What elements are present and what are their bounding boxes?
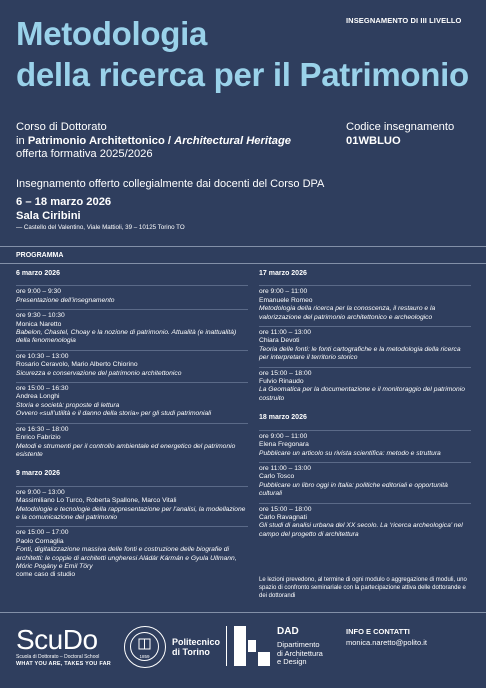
slot-time: ore 11:00 – 13:00 [259, 464, 311, 472]
slot-title: Pubblicare un libro oggi in Italia: politiche editoriali e opportunità culturali [259, 481, 448, 498]
slot-speaker: Emanuele Romeo [259, 296, 313, 304]
day-heading: 18 marzo 2026 [259, 414, 307, 422]
slot-time: ore 9:00 – 11:00 [259, 288, 308, 296]
divider [0, 246, 486, 247]
venue-address: — Castello del Valentino, Viale Mattioli, 39 – 10125 Torino TO [16, 224, 185, 231]
course-info [16, 121, 291, 162]
course-program: in Patrimonio Architettonico / Architectural Heritage [16, 134, 291, 147]
svg-text:1859: 1859 [139, 654, 150, 659]
info-heading: INFO E CONTATTI [346, 627, 410, 636]
slot-time: ore 10:30 – 13:00 [16, 352, 69, 360]
seminar-note: Le lezioni prevedono, al termine di ogni modulo o aggregazione di moduli, uno spazio di confronto seminariale con la partecipazione attiva delle dottorande e dei dottorandi [259, 577, 467, 599]
slot-title: Fonti, digitalizzazione massiva delle fonti e costruzione delle biografie di architetti: le coppie di architetti ungheresi Aládár Kármán e Gyula Ullmann, Móric Pogány e Emil Töry [16, 546, 237, 570]
page-title-line-1: Metodologia [16, 15, 208, 52]
dad-department: Dipartimento di Architettura e Design [277, 640, 323, 666]
slot-time: ore 9:00 – 9:30 [16, 288, 61, 296]
slot-time: ore 16:30 – 18:00 [16, 425, 69, 433]
schedule-slot [16, 526, 248, 579]
divider [0, 612, 486, 613]
slot-title: Metodologie e tecnologie della rappresentazione per l’analisi, la modellazione e la comunicazione del patrimonio [16, 505, 246, 521]
slot-title: Metodi e strumenti per il controllo ambientale ed energetico del patrimonio esistente [16, 442, 236, 458]
slot-time: ore 9:00 – 11:00 [259, 432, 308, 440]
slot-time: ore 9:30 – 10:30 [16, 312, 65, 320]
slot-speaker: Elena Fregonara [259, 441, 309, 449]
slot-title: Sicurezza e conservazione del patrimonio architettonico [16, 369, 182, 377]
slot-speaker: Carlo Tosco [259, 473, 295, 481]
day-heading: 6 marzo 2026 [16, 270, 60, 277]
course-code [346, 121, 454, 148]
polito-seal-icon [124, 626, 166, 668]
schedule-left-column [16, 270, 248, 584]
schedule-slot [16, 309, 248, 346]
schedule-slot [16, 423, 248, 460]
scudo-subtitle: Scuola di Dottorato – Doctoral School [16, 654, 100, 660]
slot-speaker: Enrico Fabrizio [16, 434, 61, 442]
slot-speaker: Carlo Ravagnati [259, 513, 307, 521]
day-heading: 17 marzo 2026 [259, 270, 307, 277]
programma-heading: PROGRAMMA [16, 252, 64, 259]
day-heading: 9 marzo 2026 [16, 470, 60, 478]
contact-email-link[interactable]: monica.naretto@polito.it [346, 638, 427, 647]
slot-speaker: Chiara Devoti [259, 337, 300, 345]
schedule-slot [259, 326, 471, 363]
page-title-line-2: della ricerca per il Patrimonio [16, 56, 469, 93]
slot-speaker: Rosario Ceravolo, Mario Alberto Chiorino [16, 361, 138, 369]
schedule-slot [259, 462, 471, 499]
course-dates: 6 – 18 marzo 2026 [16, 196, 112, 208]
slot-speaker: Monica Naretto [16, 320, 62, 328]
course-code-value: 01WBLUO [346, 134, 401, 147]
slot-time: ore 9:00 – 13:00 [16, 488, 65, 496]
schedule-right-column [259, 270, 471, 543]
venue-name: Sala Ciribini [16, 210, 81, 222]
schedule-slot [259, 503, 471, 540]
slot-time: ore 15:00 – 18:00 [259, 369, 312, 377]
footer-separator [226, 626, 227, 666]
slot-title: Teoria delle fonti: le fonti cartografiche e la metodologia della ricerca per interpretare il territorio storico [259, 345, 461, 362]
slot-title: Storia e società: proposte di lettura [16, 401, 120, 409]
polito-logo-text: Politecnico di Torino [172, 637, 221, 657]
schedule-slot [16, 382, 248, 419]
course-year: offerta formativa 2025/2026 [16, 148, 153, 160]
dad-logo-icon [234, 626, 270, 666]
slot-note: come caso di studio [16, 571, 76, 579]
slot-subtitle: Ovvero «sull’utilità e il danno della storia» per gli studi patrimoniali [16, 410, 212, 418]
schedule-slot [259, 430, 471, 458]
scudo-logo: ScuDo [16, 624, 98, 655]
slot-title: Metodologia della ricerca per la conoscenza, il restauro e la valorizzazione del patrimonio architettonico e archeologico [259, 305, 436, 321]
dad-name: DAD [277, 626, 299, 637]
course-level-label: INSEGNAMENTO DI III LIVELLO [346, 16, 462, 25]
schedule-slot [259, 367, 471, 404]
schedule-slot [16, 486, 248, 523]
slot-speaker: Andrea Longhi [16, 393, 60, 401]
slot-title: Babelon, Chastel, Choay e la nozione di patrimonio. Attualità (e inattualità) della fenomenologia [16, 329, 237, 345]
slot-speaker: Paolo Cornaglia [16, 537, 64, 545]
schedule-slot [16, 285, 248, 305]
course-code-label: Codice insegnamento [346, 121, 455, 133]
schedule-slot [259, 285, 471, 322]
slot-time: ore 15:00 – 16:30 [16, 385, 69, 393]
slot-speaker: Fulvio Rinaudo [259, 378, 304, 386]
slot-time: ore 15:00 – 17:00 [16, 529, 69, 537]
slot-title: La Geomatica per la documentazione e il monitoraggio del patrimonio costruito [259, 386, 465, 402]
slot-title: Presentazione dell’insegnamento [16, 296, 115, 304]
offered-note: Insegnamento offerto collegialmente dai docenti del Corso DPA [16, 178, 325, 190]
slot-time: ore 11:00 – 13:00 [259, 329, 311, 337]
scudo-tagline: WHAT YOU ARE, TAKES YOU FAR [16, 661, 111, 667]
slot-title: Gli studi di analisi urbana del XX secolo. La ‘ricerca archeologica’ nel campo del progetto di architettura [259, 522, 463, 538]
slot-time: ore 15:00 – 18:00 [259, 505, 312, 513]
schedule-slot [16, 350, 248, 378]
slot-title: Pubblicare un articolo su rivista scientifica: metodo e struttura [259, 449, 441, 457]
divider [0, 263, 486, 264]
course-type: Corso di Dottorato [16, 121, 107, 133]
slot-speaker: Massimiliano Lo Turco, Roberta Spallone, Marco Vitali [16, 497, 177, 505]
